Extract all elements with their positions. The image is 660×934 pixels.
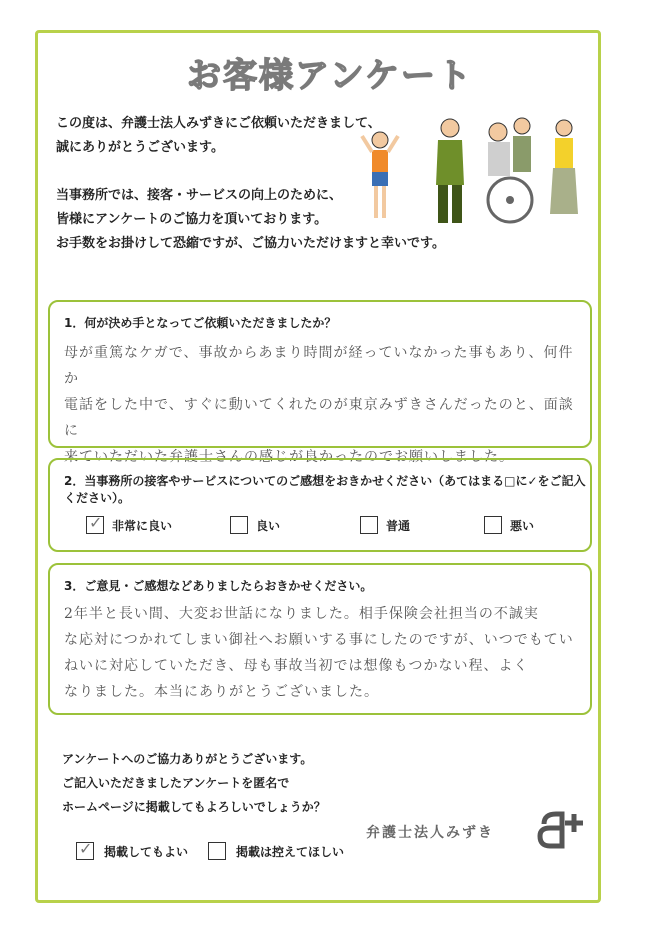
outro-line-1: アンケートへのご協力ありがとうございます。 <box>62 752 313 766</box>
checkbox-icon[interactable] <box>230 516 248 534</box>
intro-line-1: この度は、弁護士法人みずきにご依頼いただきまして、 <box>56 116 381 131</box>
option-label: 良い <box>256 518 281 533</box>
checkbox-icon[interactable] <box>208 842 226 860</box>
answer-3-text[interactable] <box>64 601 576 705</box>
brand-logo-icon <box>536 806 586 852</box>
checkbox-checked-icon[interactable] <box>86 516 104 534</box>
option-label: 非常に良い <box>112 518 173 533</box>
checkbox-checked-icon[interactable] <box>76 842 94 860</box>
question-3-label: 3．ご意見・ご感想などありましたらおきかせください。 <box>64 579 373 593</box>
publish-ok-option[interactable] <box>76 842 188 860</box>
option-bad[interactable] <box>484 516 534 534</box>
option-very-good[interactable] <box>86 516 172 534</box>
checkbox-icon[interactable] <box>484 516 502 534</box>
answer-3-line: ねいに対応していただき、母も事故当初では想像もつかない程、よく <box>64 658 529 674</box>
question-1-box <box>48 300 592 465</box>
outro-line-3: ホームページに掲載してもよろしいでしょうか？ <box>62 800 326 814</box>
publish-decline-label: 掲載は控えてほしい <box>236 844 345 859</box>
question-1-label: 1．何が決め手となってご依頼いただきましたか？ <box>64 316 337 330</box>
option-average[interactable] <box>360 516 410 534</box>
answer-1-line: 母が重篤なケガで、事故からあまり時間が経っていなかった事もあり、何件か <box>64 345 574 387</box>
question-2-label: 2．当事務所の接客やサービスについてのご感想をおきかせください（あてはまる□に✓をご記入ください）。 <box>64 474 586 505</box>
question-3-box <box>48 563 592 715</box>
publish-ok-label: 掲載してもよい <box>104 844 189 859</box>
answer-1-line: 来ていただいた弁護士さんの感じが良かったのでお願いしました。 <box>64 449 514 465</box>
intro-line-4: 皆様にアンケートのご協力を頂いております。 <box>56 212 328 227</box>
option-label: 悪い <box>510 518 535 533</box>
question-2-box <box>48 458 592 552</box>
outro-line-2: ご記入いただきましたアンケートを匿名で <box>62 776 290 790</box>
answer-1-line: 電話をした中で、すぐに動いてくれたのが東京みずきさんだったのと、面談に <box>64 397 574 439</box>
intro-line-2: 誠にありがとうございます。 <box>56 140 224 155</box>
intro-line-5: お手数をお掛けして恐縮ですが、ご協力いただけますと幸いです。 <box>56 236 445 251</box>
option-label: 普通 <box>386 518 411 533</box>
checkbox-icon[interactable] <box>360 516 378 534</box>
option-good[interactable] <box>230 516 280 534</box>
people-illustration <box>350 110 590 230</box>
answer-1-text[interactable] <box>64 340 576 470</box>
publish-decline-option[interactable] <box>208 842 344 860</box>
answer-3-line: なりました。本当にありがとうございました。 <box>64 684 379 700</box>
answer-3-line: 2年半と長い間、大変お世話になりました。相手保険会社担当の不誠実 <box>64 606 539 622</box>
brand-name: 弁護士法人みずき <box>366 825 494 841</box>
answer-3-line: な応対につかれてしまい御社へお願いする事にしたのですが、いつでもてい <box>64 632 574 648</box>
page-title: お客様アンケート <box>187 56 473 96</box>
intro-line-3: 当事務所では、接客・サービスの向上のために、 <box>56 188 343 203</box>
